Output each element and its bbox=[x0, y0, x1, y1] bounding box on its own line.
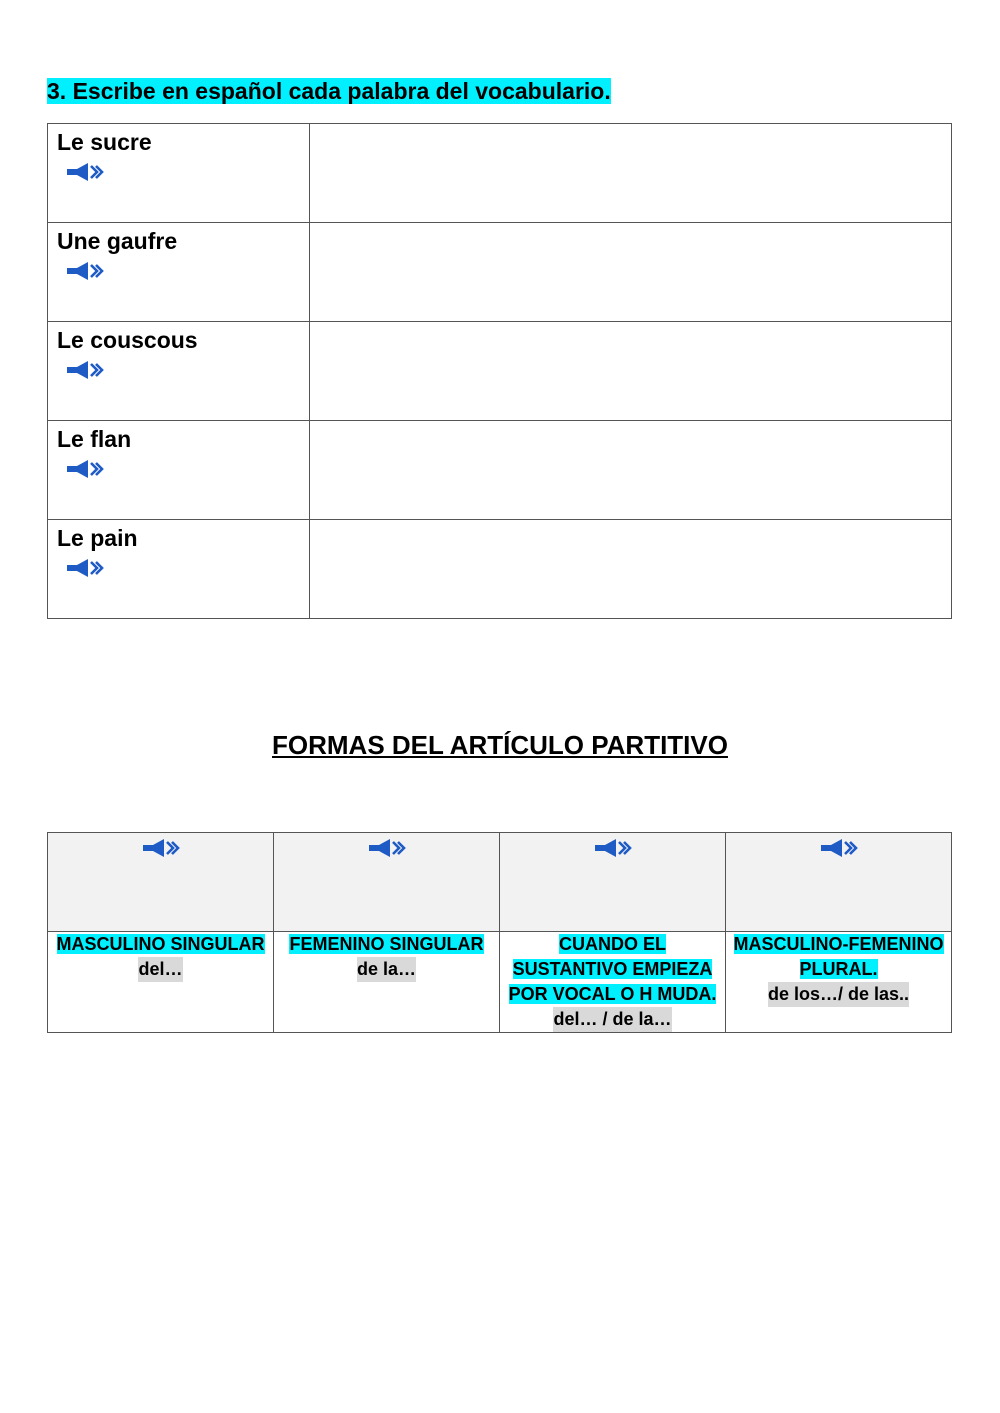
section-title bbox=[0, 728, 1000, 762]
vocab-row bbox=[48, 223, 952, 322]
vocab-answer-cell[interactable] bbox=[310, 421, 952, 520]
vocab-word-cell bbox=[48, 223, 310, 322]
vocab-answer-cell[interactable] bbox=[310, 124, 952, 223]
speaker-icon[interactable] bbox=[820, 838, 858, 858]
label-row bbox=[48, 932, 952, 1033]
form-label bbox=[500, 932, 725, 1007]
vocab-row bbox=[48, 421, 952, 520]
partitive-forms-table bbox=[47, 832, 952, 1033]
speaker-icon[interactable] bbox=[66, 459, 104, 479]
audio-cell bbox=[274, 833, 500, 932]
vocab-word: Le pain bbox=[57, 525, 138, 551]
form-label-line: PLURAL. bbox=[799, 959, 878, 979]
form-example: de la… bbox=[357, 957, 416, 982]
audio-cell bbox=[500, 833, 726, 932]
vocab-word-cell bbox=[48, 322, 310, 421]
audio-cell bbox=[726, 833, 952, 932]
form-label-line: MASCULINO SINGULAR bbox=[56, 934, 265, 954]
vocab-word-cell bbox=[48, 124, 310, 223]
speaker-icon[interactable] bbox=[142, 838, 180, 858]
form-cell-plural bbox=[726, 932, 952, 1033]
vocab-row bbox=[48, 322, 952, 421]
speaker-icon[interactable] bbox=[66, 261, 104, 281]
vocab-word: Le sucre bbox=[57, 129, 152, 155]
speaker-icon[interactable] bbox=[66, 162, 104, 182]
vocab-word: Le couscous bbox=[57, 327, 198, 353]
speaker-icon[interactable] bbox=[66, 360, 104, 380]
speaker-icon[interactable] bbox=[66, 558, 104, 578]
vocab-word-cell bbox=[48, 520, 310, 619]
form-example: del… bbox=[138, 957, 182, 982]
speaker-icon[interactable] bbox=[368, 838, 406, 858]
form-label bbox=[726, 932, 951, 982]
form-example: de los…/ de las.. bbox=[768, 982, 909, 1007]
speaker-icon[interactable] bbox=[594, 838, 632, 858]
form-label-line: MASCULINO-FEMENINO bbox=[733, 934, 944, 954]
vocab-row bbox=[48, 520, 952, 619]
vocab-word-cell bbox=[48, 421, 310, 520]
vocab-word: Une gaufre bbox=[57, 228, 178, 254]
vocab-row bbox=[48, 124, 952, 223]
section-title-text: FORMAS DEL ARTÍCULO PARTITIVO bbox=[272, 730, 728, 760]
form-example: del… / de la… bbox=[553, 1007, 671, 1032]
form-cell-feminine-singular bbox=[274, 932, 500, 1033]
form-label bbox=[274, 932, 499, 957]
form-label-line: CUANDO EL bbox=[559, 934, 666, 954]
exercise-title-text: 3. Escribe en español cada palabra del vocabulario. bbox=[47, 78, 611, 104]
vocab-answer-cell[interactable] bbox=[310, 223, 952, 322]
form-label-line: POR VOCAL O H MUDA. bbox=[508, 984, 717, 1004]
form-label bbox=[48, 932, 273, 957]
form-cell-vowel-start bbox=[500, 932, 726, 1033]
audio-cell bbox=[48, 833, 274, 932]
audio-row bbox=[48, 833, 952, 932]
form-label-line: FEMENINO SINGULAR bbox=[289, 934, 484, 954]
vocab-word: Le flan bbox=[57, 426, 132, 452]
vocabulary-table bbox=[47, 123, 952, 619]
exercise-title bbox=[47, 76, 611, 106]
vocab-answer-cell[interactable] bbox=[310, 322, 952, 421]
vocab-answer-cell[interactable] bbox=[310, 520, 952, 619]
form-cell-masculine-singular bbox=[48, 932, 274, 1033]
form-label-line: SUSTANTIVO EMPIEZA bbox=[512, 959, 713, 979]
